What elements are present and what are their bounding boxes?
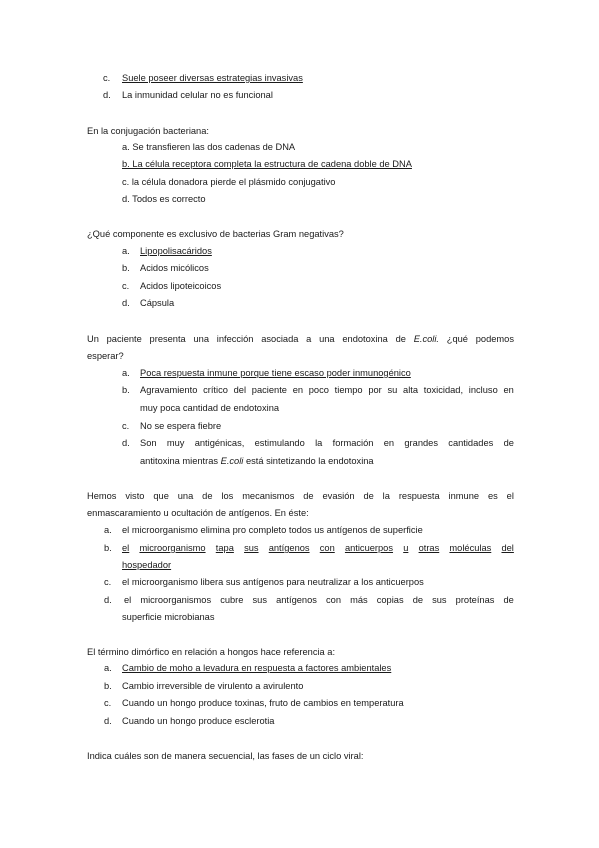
- word: ¿qué: [446, 334, 468, 344]
- word: de: [363, 491, 374, 501]
- word: el: [506, 491, 514, 501]
- word: una: [193, 334, 209, 344]
- word: de: [503, 438, 514, 448]
- option-text-correct: hospedador: [122, 560, 172, 570]
- option-letter: c.: [104, 577, 112, 587]
- word: paciente: [251, 385, 287, 395]
- word: tapa: [215, 543, 234, 553]
- word: cantidades: [448, 438, 494, 448]
- word: el: [122, 543, 130, 553]
- question-text: El término dimórfico en relación a hongos hace referencia a:: [87, 647, 336, 657]
- word: antígenos: [268, 543, 310, 553]
- option-line: [140, 437, 514, 449]
- word: moléculas: [449, 543, 492, 553]
- text-run-italic: E.coli: [220, 456, 244, 466]
- word: su: [387, 385, 398, 395]
- word: de: [503, 595, 514, 605]
- word: copias: [376, 595, 404, 605]
- word: evasión: [322, 491, 355, 501]
- word: paciente: [106, 334, 142, 344]
- option-text: No se espera fiebre: [140, 421, 222, 431]
- word: de: [303, 491, 314, 501]
- word: antigénicas,: [194, 438, 245, 448]
- text-run: antitoxina mientras: [140, 456, 221, 466]
- word: infección: [216, 334, 254, 344]
- word: sus: [244, 543, 259, 553]
- question-text: En la conjugación bacteriana:: [87, 126, 209, 136]
- option-letter: d.: [104, 595, 112, 605]
- option-text: Cuando un hongo produce esclerotia: [122, 716, 275, 726]
- option-letter: b.: [122, 385, 130, 395]
- word: antígenos: [276, 595, 317, 605]
- option-text: d. Todos es correcto: [122, 194, 206, 204]
- word: estimulando: [254, 438, 305, 448]
- question-line: [87, 333, 514, 345]
- word: inmune: [448, 491, 480, 501]
- option-letter: a.: [104, 663, 112, 673]
- option-letter: c.: [104, 698, 112, 708]
- word: Son: [140, 438, 157, 448]
- word: otras: [418, 543, 440, 553]
- option-text: Acidos micólicos: [140, 263, 209, 273]
- option-text-correct: Poca respuesta inmune porque tiene escaso poder inmunogénico: [140, 368, 411, 378]
- option-text: [140, 455, 374, 467]
- word: anticuerpos: [344, 543, 394, 553]
- word: más: [350, 595, 368, 605]
- word: podemos: [475, 334, 514, 344]
- word: sus: [432, 595, 447, 605]
- question-line: [87, 490, 514, 502]
- option-letter: b.: [104, 543, 112, 553]
- option-text-correct: b. La célula receptora completa la estructura de cadena doble de DNA: [122, 159, 412, 169]
- word: tiempo: [334, 385, 363, 395]
- option-line: [140, 384, 514, 396]
- option-line-correct: [122, 542, 514, 554]
- word: proteínas: [455, 595, 495, 605]
- word: la: [382, 491, 390, 501]
- word: por: [368, 385, 382, 395]
- word-italic: E.coli.: [413, 334, 440, 344]
- word: u: [403, 543, 409, 553]
- word: de: [395, 334, 406, 344]
- word: de: [412, 595, 424, 605]
- word: visto: [125, 491, 145, 501]
- option-text: Cápsula: [140, 298, 175, 308]
- word: crítico: [203, 385, 228, 395]
- word: de: [202, 491, 213, 501]
- option-text: Cuando un hongo produce toxinas, fruto de cambios en temperatura: [122, 698, 404, 708]
- word: toxicidad,: [423, 385, 464, 395]
- word: microorganismos: [140, 595, 212, 605]
- word: presenta: [149, 334, 186, 344]
- word: grandes: [404, 438, 438, 448]
- word: es: [487, 491, 498, 501]
- option-text: muy poca cantidad de endotoxina: [140, 403, 280, 413]
- option-text-correct: Suele poseer diversas estrategias invasivas: [122, 73, 303, 83]
- word: alta: [403, 385, 419, 395]
- word: del: [233, 385, 247, 395]
- word: Hemos: [87, 491, 117, 501]
- word: que: [153, 491, 169, 501]
- word: con: [326, 595, 341, 605]
- word: asociada: [261, 334, 299, 344]
- word: en: [503, 385, 514, 395]
- word: incluso: [468, 385, 498, 395]
- option-text: Cambio irreversible de virulento a avirulento: [122, 681, 304, 691]
- word: la: [315, 438, 323, 448]
- option-text: superficie microbianas: [122, 612, 215, 622]
- question-text: esperar?: [87, 351, 124, 361]
- word: poco: [308, 385, 329, 395]
- word: con: [319, 543, 335, 553]
- option-letter: a.: [122, 246, 130, 256]
- word: del: [501, 543, 514, 553]
- option-text-correct: Lipopolisacáridos: [140, 246, 212, 256]
- option-text: el microorganismo elimina pro completo todos us antígenos de superficie: [122, 525, 423, 535]
- word: Un: [87, 334, 99, 344]
- word: muy: [166, 438, 185, 448]
- word: sus: [252, 595, 267, 605]
- option-letter: a.: [104, 525, 112, 535]
- word: a: [306, 334, 312, 344]
- option-text-correct: Cambio de moho a levadura en respuesta a factores ambientales: [122, 663, 392, 673]
- option-text: La inmunidad celular no es funcional: [122, 90, 273, 100]
- word: el: [124, 595, 132, 605]
- word: en: [292, 385, 304, 395]
- word: Agravamiento: [140, 385, 198, 395]
- option-letter: d.: [122, 438, 130, 448]
- option-letter: c.: [103, 73, 111, 83]
- option-letter: d.: [122, 298, 130, 308]
- option-letter: c.: [122, 281, 130, 291]
- word: cubre: [220, 595, 244, 605]
- option-letter: d.: [104, 716, 112, 726]
- option-text: a. Se transfieren las dos cadenas de DNA: [122, 142, 296, 152]
- word: respuesta: [398, 491, 440, 501]
- option-text: el microorganismo libera sus antígenos para neutralizar a los anticuerpos: [122, 577, 424, 587]
- option-text: Acidos lipoteicoicos: [140, 281, 222, 291]
- question-text: Indica cuáles son de manera secuencial, las fases de un ciclo viral:: [87, 751, 364, 761]
- option-text: c. la célula donadora pierde el plásmido conjugativo: [122, 177, 336, 187]
- question-text: ¿Qué componente es exclusivo de bacterias Gram negativas?: [87, 229, 344, 239]
- option-letter: b.: [104, 681, 112, 691]
- text-run: está sintetizando la endotoxina: [243, 456, 374, 466]
- word: una: [177, 491, 194, 501]
- option-letter: b.: [122, 263, 130, 273]
- word: en: [383, 438, 395, 448]
- question-text: enmascaramiento u ocultación de antígenos. En éste:: [87, 508, 309, 518]
- word: endotoxina: [342, 334, 388, 344]
- word: microorganismo: [139, 543, 206, 553]
- option-line: [124, 594, 514, 606]
- option-letter: a.: [122, 368, 130, 378]
- word: una: [319, 334, 335, 344]
- word: los: [221, 491, 234, 501]
- word: formación: [332, 438, 374, 448]
- option-letter: c.: [122, 421, 130, 431]
- option-letter: d.: [103, 90, 111, 100]
- word: mecanismos: [242, 491, 295, 501]
